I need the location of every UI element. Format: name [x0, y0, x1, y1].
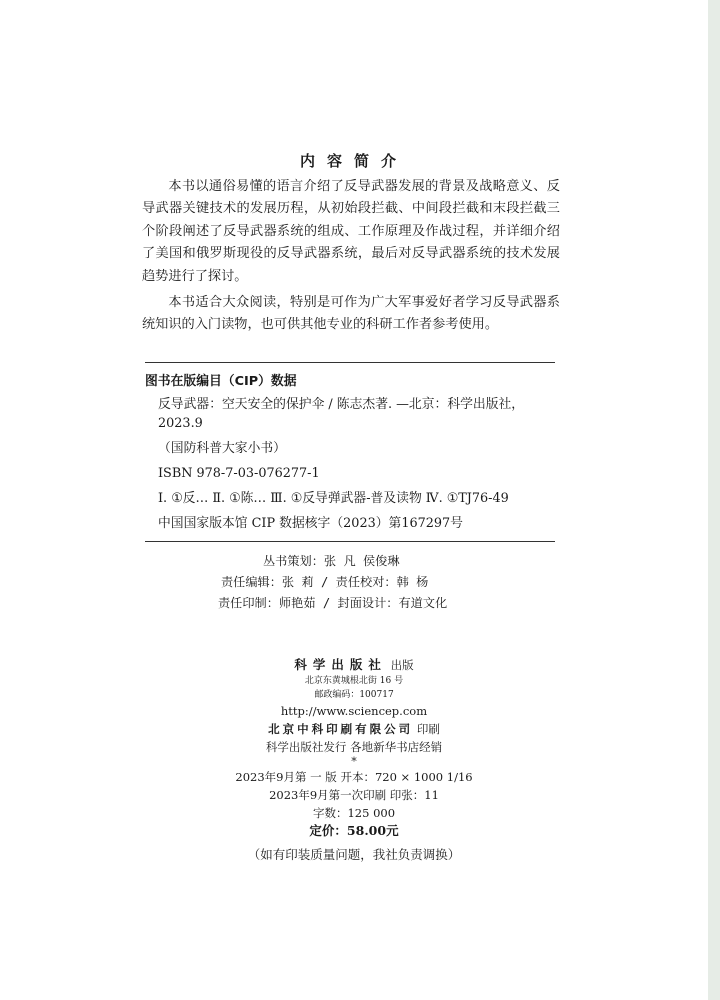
printer-name: 北京中科印刷有限公司	[268, 722, 414, 736]
edition-line: 2023年9月第 一 版 开本：720 × 1000 1/16	[235, 770, 473, 784]
cip-title-line: 反导武器：空天安全的保护伞 / 陈志杰著. —北京：科学出版社，	[158, 397, 525, 412]
cip-title-line-2: 2023.9	[158, 416, 203, 431]
publisher-postcode: 邮政编码：100717	[314, 690, 394, 700]
publisher-suffix: 出版	[390, 658, 414, 672]
printer-suffix: 印刷	[416, 722, 440, 736]
price-line	[0, 822, 708, 840]
credit-print-design: 责任印制：师艳茹 / 封面设计：有道文化	[218, 596, 448, 610]
publisher-name: 科学出版社	[294, 657, 387, 672]
distribution-line: 科学出版社发行 各地新华书店经销	[265, 740, 443, 754]
cip-series: （国防科普大家小书）	[158, 441, 286, 456]
cip-heading: 图书在版编目（CIP）数据	[145, 374, 297, 389]
publisher-website: http://www.sciencep.com	[280, 704, 428, 718]
summary-paragraph: 本书以通俗易懂的语言介绍了反导武器发展的背景及战略意义、反导武器关键技术的发展历程，从初始段拦截、中间段拦截和末段拦截三个阶段阐述了反导武器系统的组成、工作原理及作战过程，并详细介绍了美国和俄罗斯现役的反导武器系统，最后对反导武器系统的技术发展趋势进行了探讨。	[142, 179, 560, 284]
summary-title: 内容简介	[299, 152, 408, 170]
printer-line	[0, 720, 708, 738]
price-label: 定价：	[309, 823, 347, 838]
separator-star: *	[351, 755, 357, 768]
page-edge-strip	[708, 0, 720, 1000]
imprint	[0, 656, 708, 864]
printing-line: 2023年9月第一次印刷 印张：11	[269, 788, 439, 802]
publisher-line	[0, 656, 708, 674]
price-value: 58.00元	[346, 823, 399, 838]
credit-editor-proofread: 责任编辑：张 莉 / 责任校对：韩 杨	[221, 575, 429, 589]
summary-paragraph: 本书适合大众阅读，特别是可作为广大军事爱好者学习反导武器系统知识的入门读物，也可供其他专业的科研工作者参考使用。	[142, 295, 560, 333]
summary-body	[142, 176, 560, 341]
word-count: 字数：125 000	[312, 806, 396, 820]
cip-number: 中国国家版本馆 CIP 数据核字（2023）第167297号	[158, 516, 463, 531]
quality-note: （如有印装质量问题，我社负责调换）	[247, 847, 461, 862]
cip-block	[145, 362, 555, 542]
credit-series-planning: 丛书策划：张 凡 侯俊琳	[263, 554, 400, 568]
publisher-address: 北京东黄城根北街 16 号	[304, 676, 404, 686]
cip-isbn: ISBN 978-7-03-076277-1	[158, 466, 320, 481]
cip-classification: Ⅰ. ①反… Ⅱ. ①陈… Ⅲ. ①反导弹武器-普及读物 Ⅳ. ①TJ76-49	[158, 491, 509, 506]
